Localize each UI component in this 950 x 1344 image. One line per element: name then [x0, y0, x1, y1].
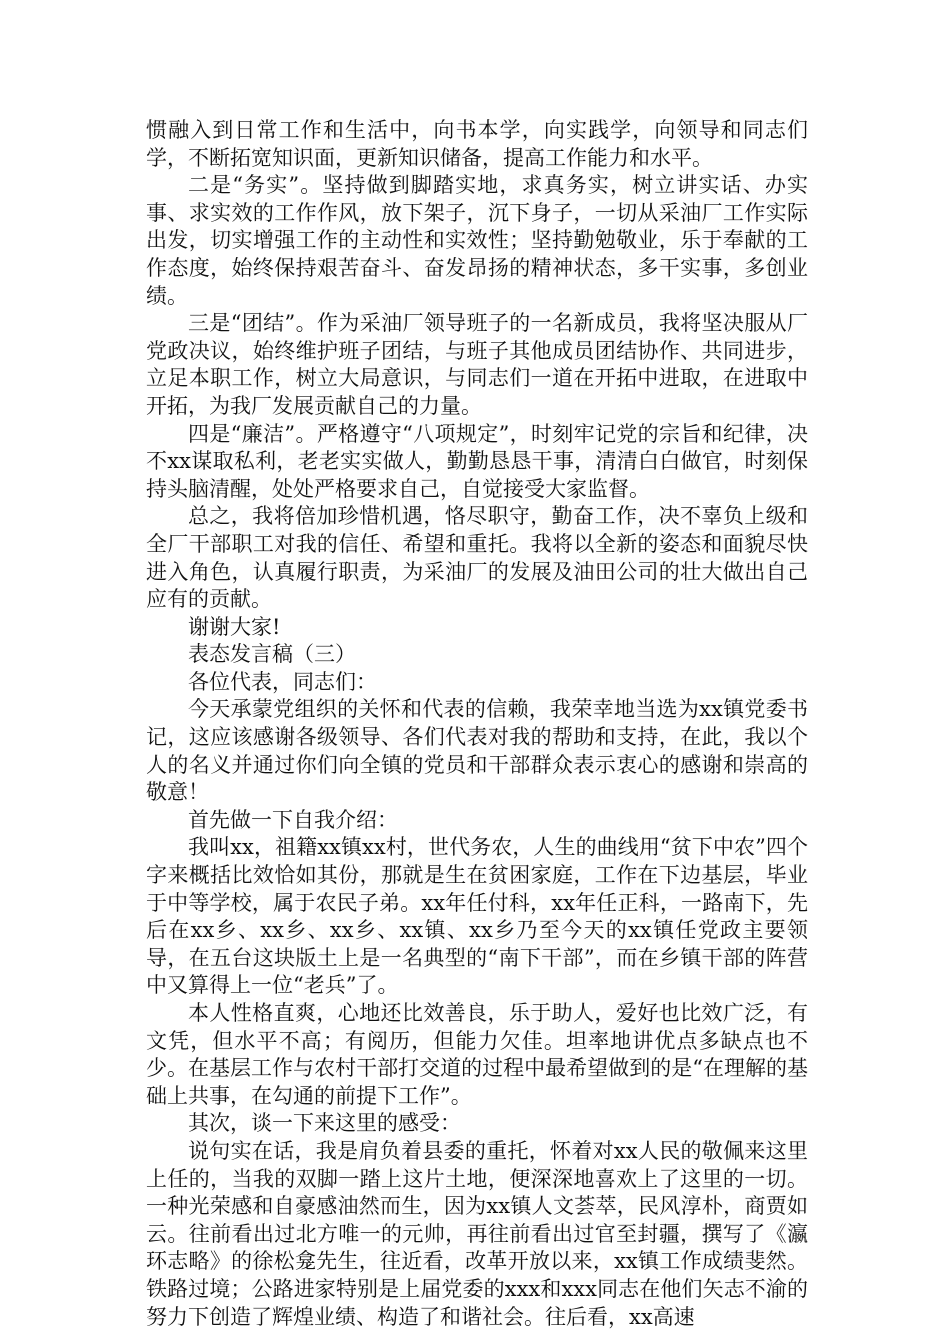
paragraph-9: 今天承蒙党组织的关怀和代表的信赖，我荣幸地当选为xx镇党委书记，这应该感谢各级领导、各们代表对我的帮助和支持，在此，我以个人的名义并通过你们向全镇的党员和干部群众表示衷心的感谢和崇高的敬意！ [146, 697, 808, 805]
paragraph-2: 二是“务实”。坚持做到脚踏实地，求真务实，树立讲实话、办实事、求实效的工作作风，放下架子，沉下身子，一切从采油厂工作实际出发，切实增强工作的主动性和实效性；坚持勤勉敬业，乐于奉献的工作态度，始终保持艰苦奋斗、奋发昂扬的精神状态，多干实事，多创业绩。 [146, 173, 808, 308]
salutation: 各位代表，同志们： [188, 669, 377, 694]
paragraph-1: 惯融入到日常工作和生活中，向书本学，向实践学，向领导和同志们学，不断拓宽知识面，更新知识储备，提高工作能力和水平。 [146, 118, 808, 170]
paragraph-10: 首先做一下自我介绍： [188, 807, 398, 832]
paragraph-12: 本人性格直爽，心地还比效善良，乐于助人，爱好也比效广泛，有文凭，但水平不高；有阅历，但能力欠佳。坦率地讲优点多缺点也不少。在基层工作与农村干部打交道的过程中最希望做到的是“在理解的基础上共事，在勾通的前提下工作”。 [146, 1001, 808, 1108]
paragraph-11: 我叫xx，祖籍xx镇xx村，世代务农，人生的曲线用“贫下中农”四个字来概括比效恰如其份，那就是生在贫困家庭，工作在下边基层，毕业于中等学校，属于农民子弟。xx年任付科，xx年任正科，一路南下，先后在xx乡、xx乡、xx乡、xx镇、xx乡乃至今天的xx镇任党政主要领导，在五台这块版土上是一名典型的“南下干部”，而在乡镇干部的阵营中又算得上一位“老兵”了。 [146, 835, 808, 998]
paragraph-4: 四是“廉洁”。严格遵守“八项规定”，时刻牢记党的宗旨和纪律，决不xx谋取私利，老老实实做人，勤勤恳恳干事，清清白白做官，时刻保持头脑清醒，处处严格要求自己，自觉接受大家监督。 [146, 421, 808, 501]
paragraph-13: 其次，谈一下来这里的感受： [188, 1111, 461, 1136]
paragraph-6: 谢谢大家! [188, 614, 281, 639]
paragraph-3: 三是“团结”。作为采油厂领导班子的一名新成员，我将坚决服从厂党政决议，始终维护班子团结，与班子其他成员团结协作、共同进步，立足本职工作，树立大局意识，与同志们一道在开拓中进取，在进取中开拓，为我厂发展贡献自己的力量。 [146, 311, 808, 418]
paragraph-14: 说句实在话，我是肩负着县委的重托，怀着对xx人民的敬佩来这里上任的，当我的双脚一踏上这片土地，便深深地喜欢上了这里的一切。一种光荣感和自豪感油然而生，因为xx镇人文荟萃，民风淳朴，商贾如云。往前看出过北方唯一的元帅，再往前看出过官至封疆，撰写了《瀛环志略》的徐松龛先生，往近看，改革开放以来，xx镇工作成绩斐然。铁路过境；公路进家特别是上届党委的xxx和xxx同志在他们矢志不渝的努力下创造了辉煌业绩、构造了和谐社会。往后看，xx高速 [146, 1138, 808, 1329]
paragraph-5: 总之，我将倍加珍惜机遇，恪尽职守，勤奋工作，决不辜负上级和全厂干部职工对我的信任、希望和重托。我将以全新的姿态和面貌尽快进入角色，认真履行职责，为采油厂的发展及油田公司的壮大做出自己应有的贡献。 [146, 504, 808, 612]
document-page [146, 117, 808, 1331]
section-title: 表态发言稿（三） [188, 642, 356, 667]
